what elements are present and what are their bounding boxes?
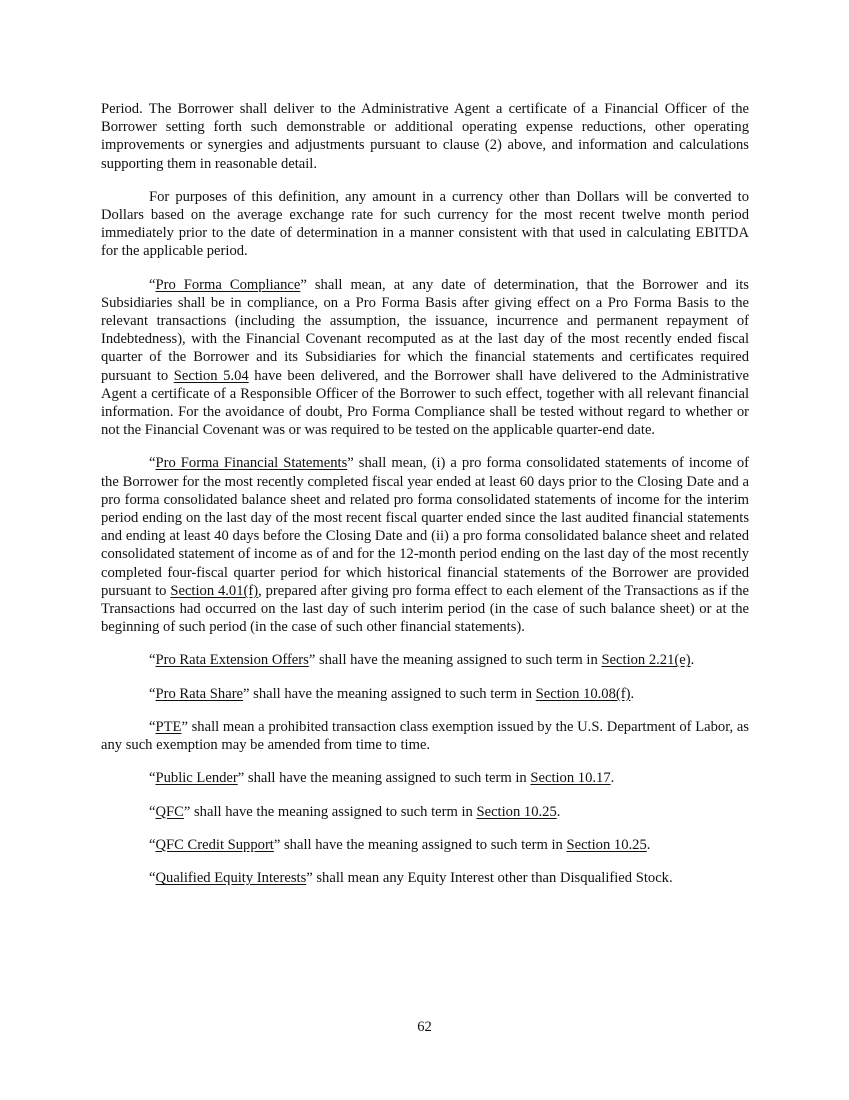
definition-text: have been delivered, and the Borrower shall have delivered to the Administrative Agent a certificate of a Responsible Officer of the Borrower to such effect, together with all relevant financial information. For the avoidance of doubt, Pro Forma Compliance shall be tested without regard to whether or not the Financial Covenant was or was required to be tested on the applicable quarter-end date.: [101, 367, 749, 439]
definition-text: , prepared after giving pro forma effect to each element of the Transactions as if the Transactions had occurred on the last day of such interim period (in the case of such balance sheet) or at the beginning of such period (in the case of such other financial statements).: [101, 582, 749, 636]
defined-term: Public Lender: [155, 770, 238, 787]
definition-text: .: [690, 652, 695, 669]
definition-text: ” shall mean, (i) a pro forma consolidated statements of income of the Borrower for the most recently completed fiscal year ended at least 60 days prior to the Closing Date and a pro forma consolidated balance sheet and related pro forma consolidated statements of income for the interim period ending on the last day of the most recent fiscal quarter ended since the last audited financial statements and ending at least 40 days before the Closing Date and (ii) a pro forma consolidated balance sheet and related consolidated statement of income as of and for the 12-month period ending on the last day of the most recently completed four-fiscal quarter period for which historical financial statements of the Borrower are provided pursuant to: [101, 455, 750, 599]
paragraph-text: For purposes of this definition, any amount in a currency other than Dollars will be converted to Dollars based on the average exchange rate for such currency for the most recent twelve month period immediately prior to the date of determination in a manner consistent with that used in calculating EBITDA for the applicable period.: [101, 188, 749, 260]
definition-pte: [101, 718, 749, 754]
definition-text: .: [646, 836, 651, 853]
definition-text: ” shall have the meaning assigned to such term in: [273, 836, 567, 853]
open-quote: “: [149, 770, 156, 787]
section-reference: Section 10.17: [530, 770, 611, 787]
definition-pro-rata-extension-offers: [101, 651, 749, 669]
paragraph-text: Period. The Borrower shall deliver to the Administrative Agent a certificate of a Financial Officer of the Borrower setting forth such demonstrable or additional operating expense reductions, other operating improvements or synergies and adjustments pursuant to clause (2) above, and information and calculations supporting them in reasonable detail.: [101, 101, 749, 172]
page-number: 62: [417, 1019, 432, 1035]
paragraph-period-continuation: [101, 100, 749, 173]
definition-qfc-credit-support: [101, 836, 749, 854]
defined-term: QFC: [155, 803, 184, 820]
paragraph-currency-conversion: [101, 188, 749, 261]
open-quote: “: [149, 685, 156, 702]
open-quote: “: [149, 455, 156, 472]
document-page: [101, 100, 749, 902]
open-quote: “: [149, 836, 156, 853]
open-quote: “: [149, 869, 156, 886]
definition-text: .: [630, 685, 635, 702]
defined-term: PTE: [155, 718, 182, 735]
defined-term: Qualified Equity Interests: [155, 869, 307, 886]
definition-text: ” shall have the meaning assigned to such term in: [243, 685, 536, 702]
definition-pro-rata-share: [101, 685, 749, 703]
section-reference: Section 2.21(e): [601, 652, 691, 669]
defined-term: Pro Rata Extension Offers: [155, 652, 309, 669]
section-reference: Section 4.01(f): [170, 582, 259, 599]
section-reference: Section 10.25: [566, 836, 647, 853]
definition-text: ” shall have the meaning assigned to such term in: [237, 770, 531, 787]
definition-text: .: [610, 770, 615, 787]
definition-text: ” shall mean a prohibited transaction class exemption issued by the U.S. Department of Labor, as any such exemption may be amended from time to time.: [101, 718, 749, 754]
section-reference: Section 10.08(f): [535, 685, 631, 702]
definition-qualified-equity-interests: [101, 869, 749, 887]
definition-text: ” shall mean, at any date of determination, that the Borrower and its Subsidiaries shall be in compliance, on a Pro Forma Basis after giving effect on a Pro Forma Basis to the relevant transactions (including the assumption, the issuance, incurrence and permanent repayment of Indebtedness), with the Financial Covenant recomputed as at the last day of the most recently ended fiscal quarter of the Borrower and its Subsidiaries for which the financial statements and certificates required pursuant to: [101, 276, 749, 384]
defined-term: Pro Forma Financial Statements: [155, 455, 348, 472]
definition-text: .: [556, 803, 561, 820]
section-reference: Section 5.04: [173, 367, 249, 384]
definition-text: ” shall have the meaning assigned to such term in: [308, 652, 602, 669]
definition-pro-forma-compliance: [101, 276, 749, 440]
defined-term: QFC Credit Support: [155, 836, 274, 853]
definition-text: ” shall mean any Equity Interest other than Disqualified Stock.: [306, 869, 673, 886]
defined-term: Pro Forma Compliance: [155, 276, 301, 293]
open-quote: “: [149, 276, 156, 293]
open-quote: “: [149, 718, 156, 735]
definition-public-lender: [101, 769, 749, 787]
definition-pro-forma-financial-statements: [101, 454, 749, 636]
defined-term: Pro Rata Share: [155, 685, 244, 702]
open-quote: “: [149, 803, 156, 820]
definition-qfc: [101, 803, 749, 821]
section-reference: Section 10.25: [476, 803, 557, 820]
definition-text: ” shall have the meaning assigned to such term in: [183, 803, 477, 820]
open-quote: “: [149, 652, 156, 669]
